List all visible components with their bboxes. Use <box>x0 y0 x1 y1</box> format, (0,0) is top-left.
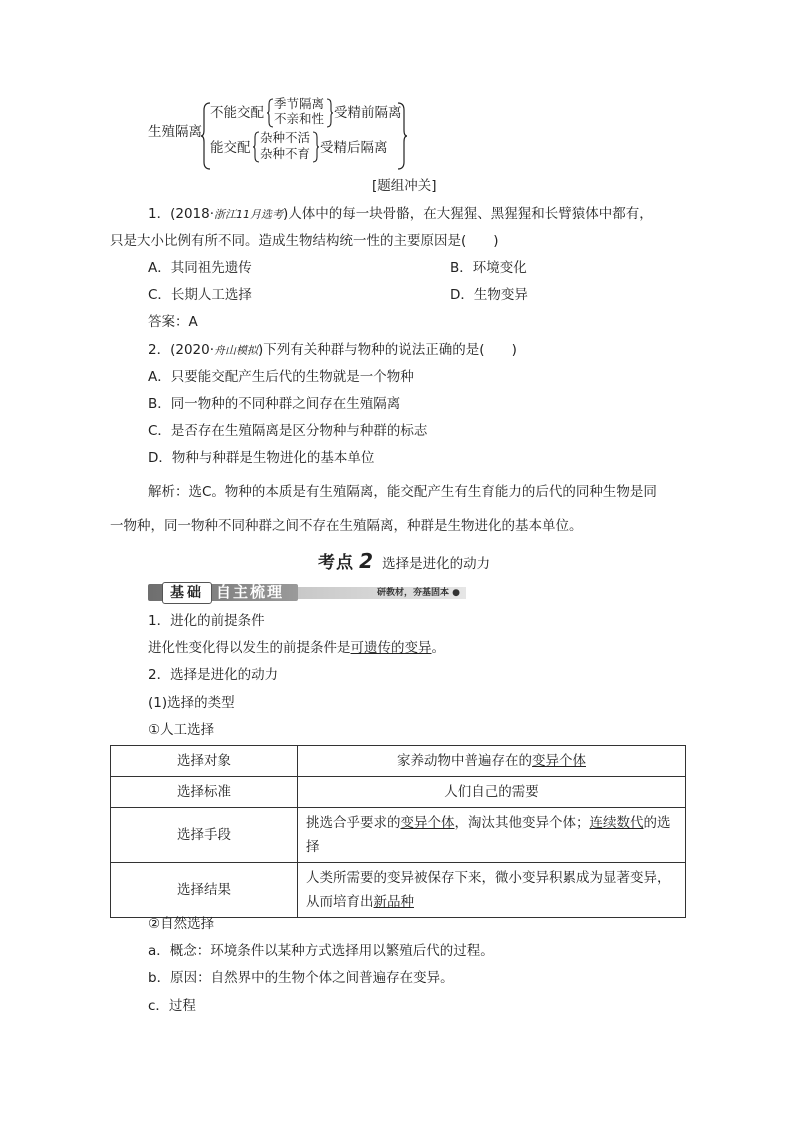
table-cell-label: 选择标准 <box>111 777 298 808</box>
q2-analysis-1: 解析：选C。物种的本质是有生殖隔离，能交配产生有生育能力的后代的同种生物是同 <box>148 484 657 500</box>
natural-heading: ②自然选择 <box>148 916 215 932</box>
table-cell-value: 人类所需要的变异被保存下来，微小变异积累成为显著变异，从而培育出新品种 <box>298 863 686 918</box>
banner-badge: 基础 <box>162 582 212 604</box>
diagram-root: 生殖隔离 <box>148 124 202 140</box>
banner-subtitle: 研教材，夯基固本 ● <box>376 588 460 598</box>
diagram-branch-1: 不能交配 <box>210 105 264 121</box>
q2-source-pre: (2020· <box>170 342 215 358</box>
s1-text: 进化性变化得以发生的前提条件是可遗传的变异。 <box>148 640 445 656</box>
branch2-brace-right-icon <box>312 131 320 163</box>
diagram-branch-2: 能交配 <box>210 140 251 156</box>
question-1-line-1 <box>148 205 653 224</box>
question-2-line-1 <box>148 341 517 360</box>
q1-answer: 答案：A <box>148 314 198 330</box>
artificial-selection-table <box>110 745 686 918</box>
s2-sub1: (1)选择的类型 <box>148 695 235 711</box>
table-cell-label: 选择手段 <box>111 808 298 863</box>
natural-b: b．原因：自然界中的生物个体之间普遍存在变异。 <box>148 970 454 986</box>
branch1-brace-icon <box>266 98 274 128</box>
banner-title: 自主梳理 <box>216 583 285 601</box>
table-row <box>111 777 686 808</box>
section-banner <box>148 582 466 602</box>
kaodian-title: 选择是进化的动力 <box>382 556 491 572</box>
table-row <box>111 746 686 777</box>
bullet-icon: ● <box>452 588 460 598</box>
q1-option-d: D．生物变异 <box>450 287 528 303</box>
diagram-branch1-item-1: 季节隔离 <box>274 96 325 111</box>
s1-heading: 1．进化的前提条件 <box>148 613 265 629</box>
natural-c: c．过程 <box>148 998 196 1014</box>
q1-stem-1: 人体中的每一块骨骼，在大猩猩、黑猩猩和长臂猿体中都有， <box>288 206 653 222</box>
kaodian-number: 2 <box>359 549 374 573</box>
kaodian-heading <box>318 548 490 573</box>
diagram-branch2-result: 受精后隔离 <box>320 140 388 156</box>
diagram-branch2-item-2: 杂种不育 <box>260 146 311 161</box>
kaodian-label: 考点 <box>318 553 354 573</box>
table-cell-value: 家养动物中普遍存在的变异个体 <box>298 746 686 777</box>
s2-heading: 2．选择是进化的动力 <box>148 667 279 683</box>
q2-number: 2． <box>148 342 171 358</box>
branch2-brace-icon <box>252 131 260 163</box>
q1-option-a: A．其同祖先遗传 <box>148 260 252 276</box>
q2-option-c: C．是否存在生殖隔离是区分物种与种群的标志 <box>148 423 428 439</box>
diagram-branch2-item-1: 杂种不活 <box>260 130 311 145</box>
q2-option-a: A．只要能交配产生后代的生物就是一个物种 <box>148 369 414 385</box>
q1-source-post: ) <box>283 206 289 222</box>
q2-stem: 下列有关种群与物种的说法正确的是( ) <box>263 342 517 358</box>
s2-artificial-heading: ①人工选择 <box>148 722 215 738</box>
q2-option-d: D．物种与种群是生物进化的基本单位 <box>148 450 375 466</box>
q1-stem-2: 只是大小比例有所不同。造成生物结构统一性的主要原因是( ) <box>110 233 499 249</box>
diagram-branch1-item-2: 不亲和性 <box>274 111 325 126</box>
q1-option-b: B．环境变化 <box>450 260 527 276</box>
table-cell-value: 挑选合乎要求的变异个体，淘汰其他变异个体；连续数代的选择 <box>298 808 686 863</box>
diagram-branch1-result: 受精前隔离 <box>334 105 402 121</box>
table-cell-value: 人们自己的需要 <box>298 777 686 808</box>
section-heading: [题组冲关] <box>372 178 437 194</box>
q1-source-pre: (2018· <box>170 206 215 222</box>
q1-number: 1． <box>148 206 171 222</box>
table-cell-label: 选择对象 <box>111 746 298 777</box>
q2-source-post: ) <box>258 342 264 358</box>
table-row <box>111 808 686 863</box>
q2-option-b: B．同一物种的不同种群之间存在生殖隔离 <box>148 396 401 412</box>
branch1-brace-right-icon <box>326 98 334 128</box>
s1-underlined-term: 可遗传的变异 <box>350 640 432 656</box>
natural-a: a．概念：环境条件以某种方式选择用以繁殖后代的过程。 <box>148 943 494 959</box>
q2-analysis-2: 一物种，同一物种不同种群之间不存在生殖隔离，种群是生物进化的基本单位。 <box>110 518 583 534</box>
table-cell-label: 选择结果 <box>111 863 298 918</box>
q1-source-name: 浙江11月选考 <box>214 208 284 221</box>
q2-source-name: 舟山模拟 <box>214 344 259 357</box>
q1-option-c: C．长期人工选择 <box>148 287 252 303</box>
table-row <box>111 863 686 918</box>
